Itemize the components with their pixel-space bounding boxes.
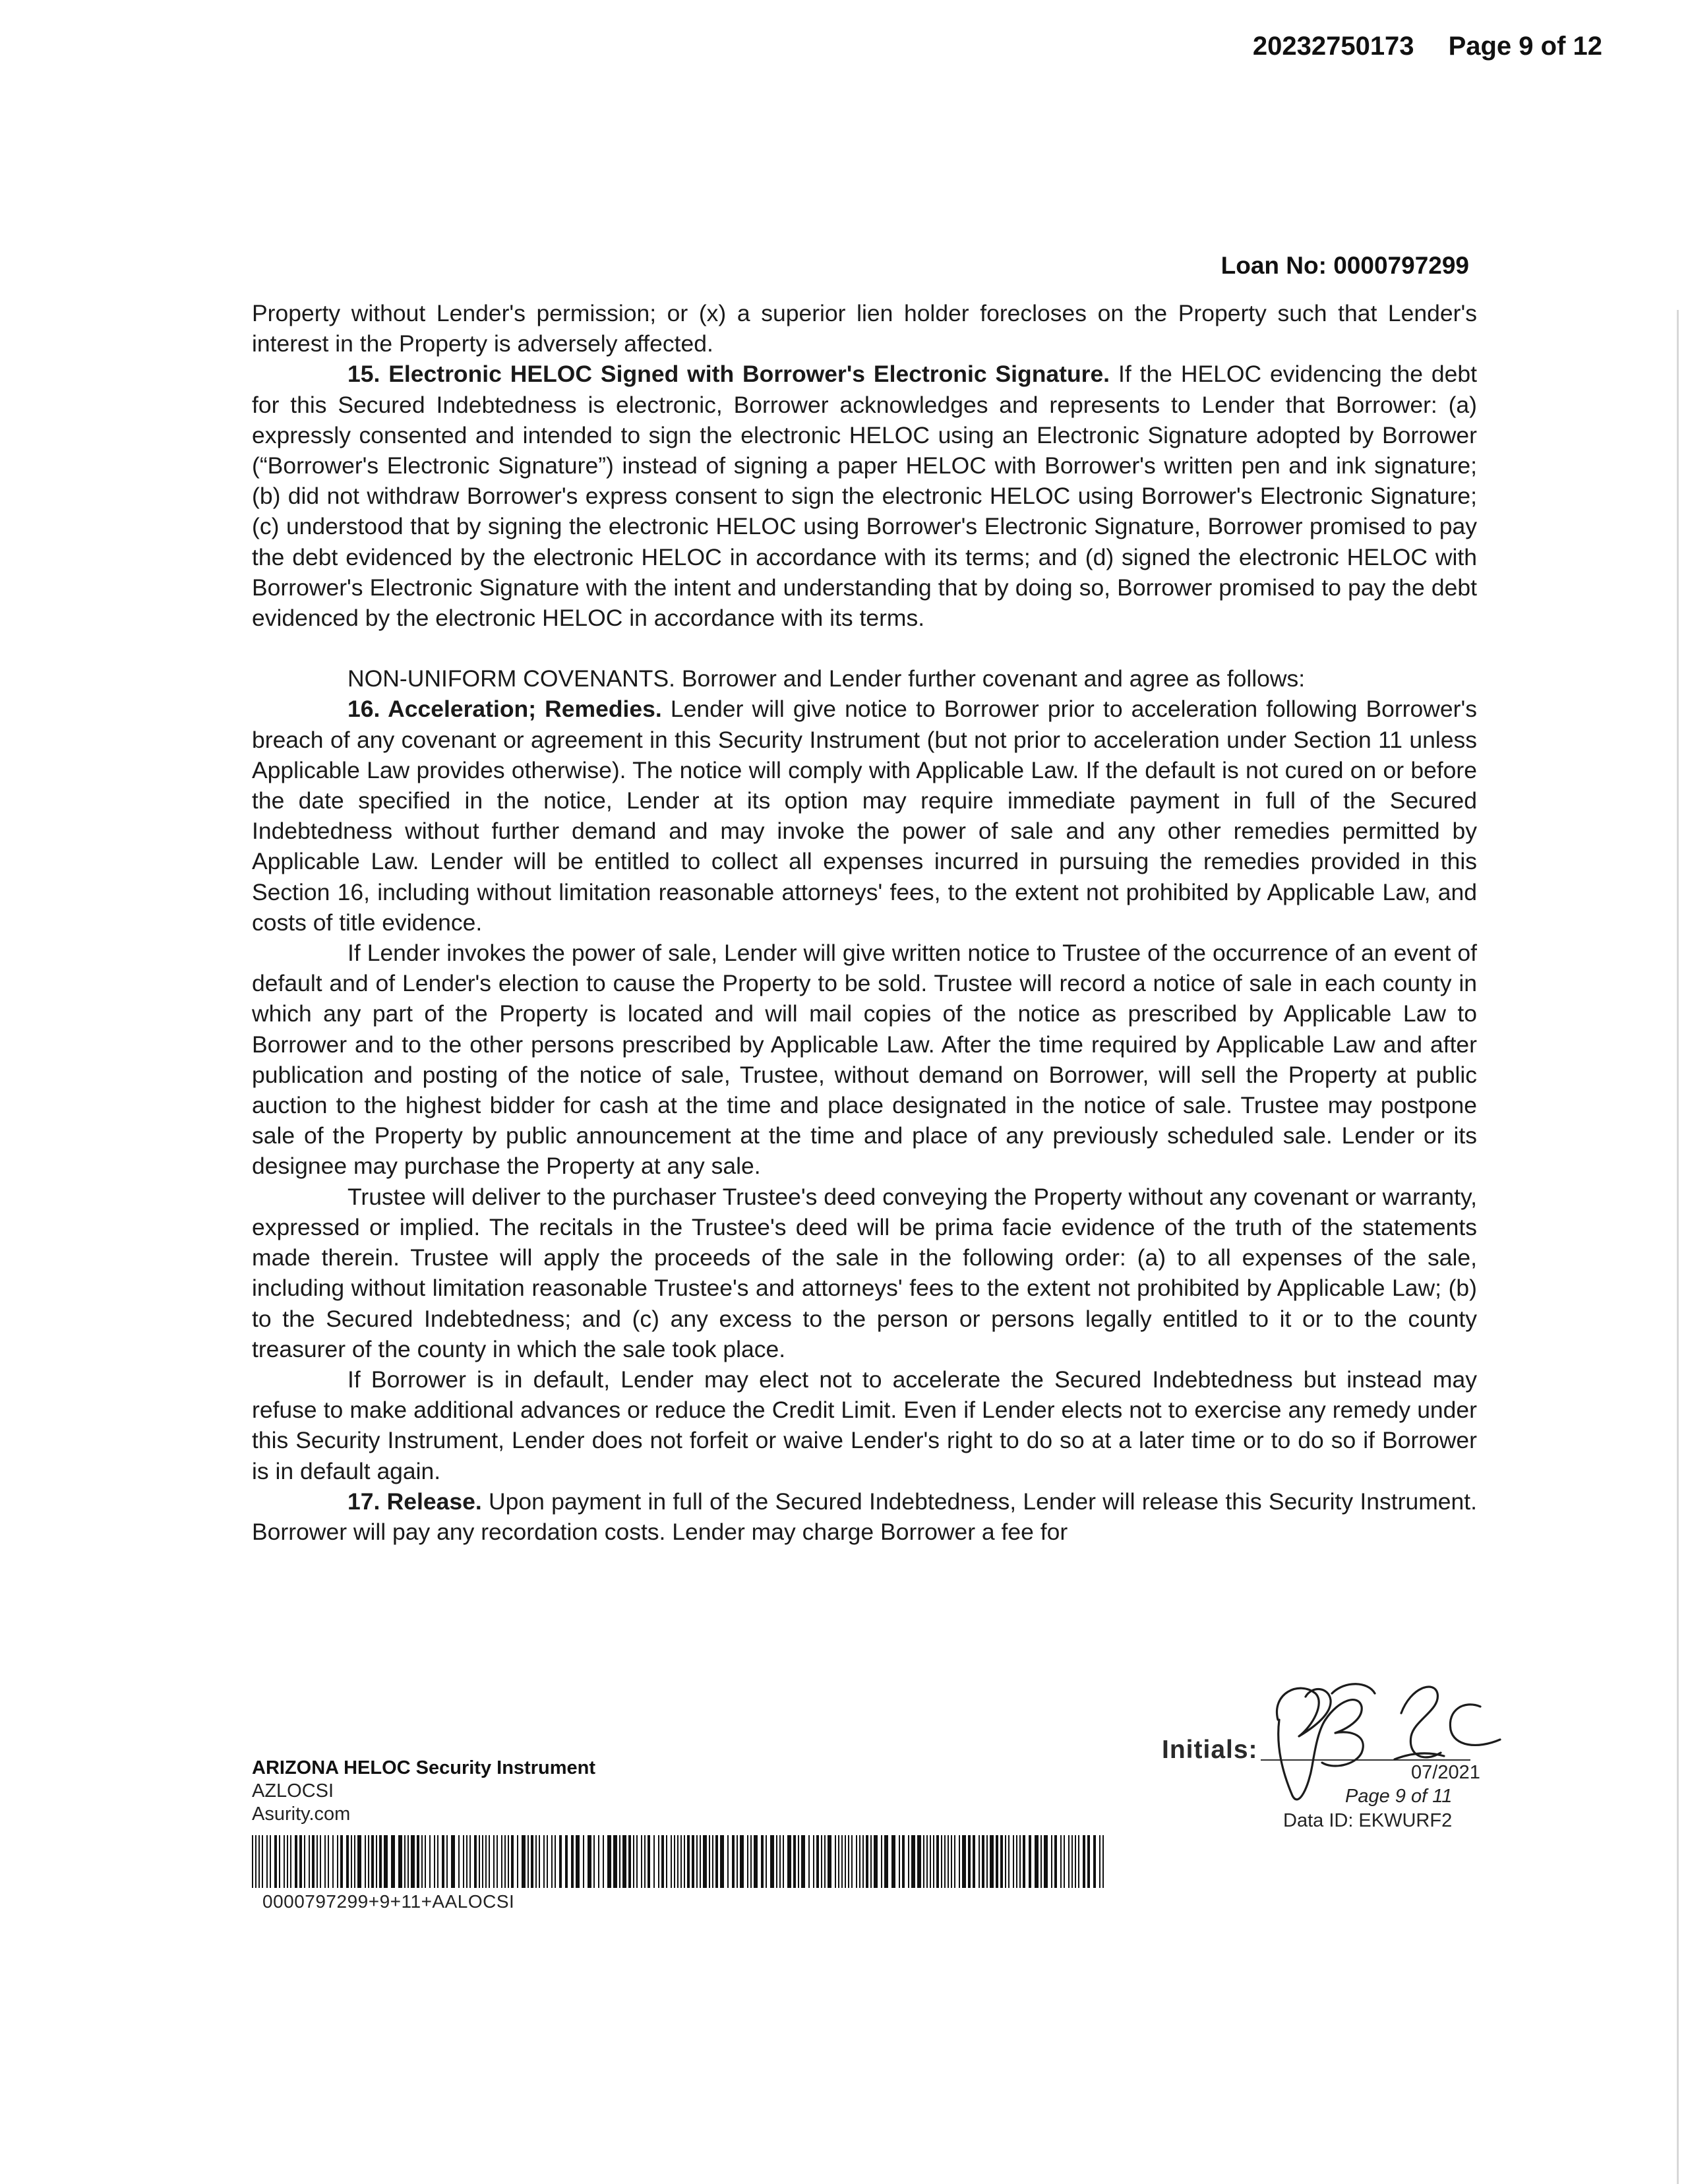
recording-page-label: Page 9 of 12 <box>1448 32 1602 61</box>
non-uniform-covenants: NON-UNIFORM COVENANTS. Borrower and Lender further covenant and agree as follows: <box>347 665 1306 692</box>
document-body <box>252 298 1477 1547</box>
section-17 <box>252 1486 1477 1547</box>
section-17-heading: 17. Release. <box>347 1488 482 1515</box>
recording-number: 20232750173 <box>1252 32 1414 61</box>
barcode-text: 0000797299+9+11+AALOCSI <box>262 1891 515 1912</box>
loan-number: Loan No: 0000797299 <box>1221 252 1469 279</box>
initials-label: Initials: <box>1162 1736 1258 1764</box>
paragraph-borrower-default: If Borrower is in default, Lender may elect not to accelerate the Secured Indebtedness but instead may refuse to make additional advances or reduce the Credit Limit. Even if Lender elects not to exercise any remedy under this Security Instrument, Lender does not forfeit or waive Lender's right to do so at a later time or to do so if Borrower is in default again. <box>252 1366 1477 1484</box>
form-title: ARIZONA HELOC Security Instrument <box>252 1757 595 1778</box>
section-16 <box>252 694 1477 938</box>
form-date: 07/2021 <box>1411 1762 1480 1783</box>
form-code: AZLOCSI <box>252 1780 334 1802</box>
paragraph-trustee-deed: Trustee will deliver to the purchaser Trustee's deed conveying the Property without any covenant or warranty, expressed or implied. The recitals in the Trustee's deed will be prima facie evidence of the truth of the statements made therein. Trustee will apply the proceeds of the sale in the following order: (a) to all expenses of the sale, including without limitation reasonable Trustee's and attorneys' fees to the extent not prohibited by Applicable Law; (b) to the Secured Indebtedness; and (c) any excess to the person or persons legally entitled to it or to the county treasurer of the county in which the sale took place. <box>252 1183 1477 1362</box>
section-15-heading: 15. Electronic HELOC Signed with Borrower's Electronic Signature. <box>347 361 1110 388</box>
section-15-text: If the HELOC evidencing the debt for this Secured Indebtedness is electronic, Borrower acknowledges and represents to Lender that Borrower: (a) expressly consented and intended to sign the electronic HELOC using an Electronic Signature adopted by Borrower (“Borrower's Electronic Signature”) instead of signing a paper HELOC with Borrower's written pen and ink signature; (b) did not withdraw Borrower's express consent to sign the electronic HELOC using Borrower's Electronic Signature; (c) understood that by signing the electronic HELOC using Borrower's Electronic Signature, Borrower promised to pay the debt evidenced by the electronic HELOC in accordance with its terms; and (d) signed the electronic HELOC with Borrower's Electronic Signature with the intent and understanding that by doing so, Borrower promised to pay the debt evidenced by the electronic HELOC in accordance with its terms. <box>252 361 1477 632</box>
form-website: Asurity.com <box>252 1804 351 1825</box>
data-id: Data ID: EKWURF2 <box>1283 1810 1453 1831</box>
form-page-number: Page 9 of 11 <box>1345 1786 1453 1807</box>
section-17-text: Upon payment in full of the Secured Indebtedness, Lender will release this Security Instrument. Borrower will pay any recordation costs. Lender may charge Borrower a fee for <box>252 1488 1478 1545</box>
paragraph-continuation: Property without Lender's permission; or (x) a superior lien holder forecloses on the Property such that Lender's interest in the Property is adversely affected. <box>252 300 1477 357</box>
section-16-heading: 16. Acceleration; Remedies. <box>347 696 662 723</box>
section-15 <box>252 359 1477 633</box>
barcode-icon <box>252 1835 1109 1888</box>
scan-edge <box>1677 310 1679 2184</box>
section-16-text: Lender will give notice to Borrower prior to acceleration following Borrower's breach of any covenant or agreement in this Security Instrument (but not prior to acceleration under Section 11 unless Applicable Law provides otherwise). The notice will comply with Applicable Law. If the default is not cured on or before the date specified in the notice, Lender at its option may require immediate payment in full of the Secured Indebtedness without further demand and may invoke the power of sale and any other remedies permitted by Applicable Law. Lender will be entitled to collect all expenses incurred in pursuing the remedies provided in this Section 16, including without limitation reasonable attorneys' fees, to the extent not prohibited by Applicable Law, and costs of title evidence. <box>252 696 1477 936</box>
recording-header <box>1253 32 1602 61</box>
paragraph-power-of-sale: If Lender invokes the power of sale, Lender will give written notice to Trustee of the occurrence of an event of default and of Lender's election to cause the Property to be sold. Trustee will record a notice of sale in each county in which any part of the Property is located and will mail copies of the notice as prescribed by Applicable Law to Borrower and to the other persons prescribed by Applicable Law. After the time required by Applicable Law and after publication and posting of the notice of sale, Trustee, without demand on Borrower, will sell the Property at public auction to the highest bidder for cash at the time and place designated in the notice of sale. Trustee may postpone sale of the Property by public announcement at the time and place of any previously scheduled sale. Lender or its designee may purchase the Property at any sale. <box>252 940 1477 1180</box>
